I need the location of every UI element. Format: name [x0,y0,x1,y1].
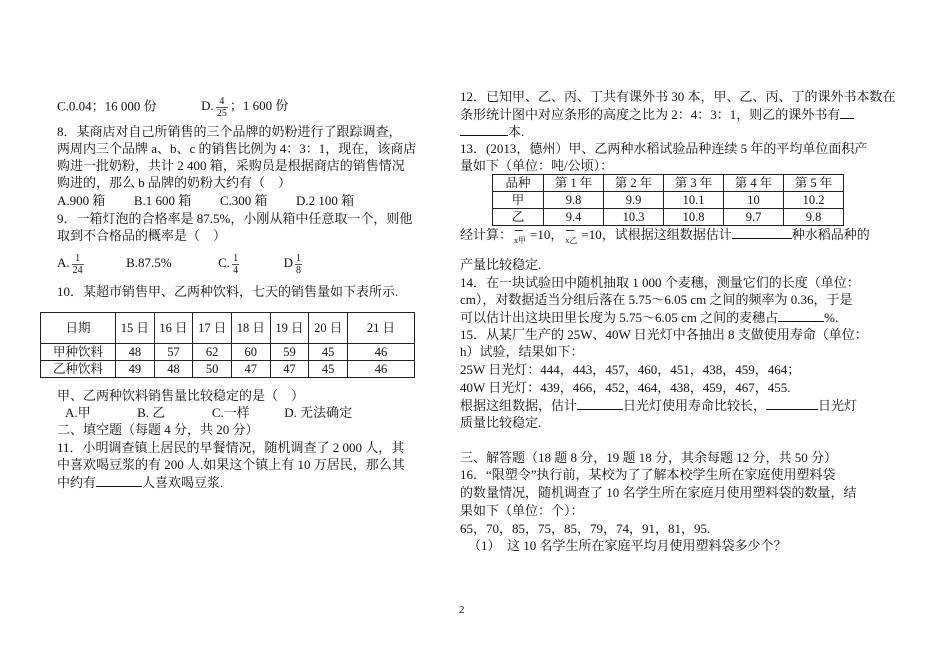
q13-line-2: 量如下（单位：吨/公顷）： [460,158,614,173]
q8-line-3: 购进一批奶粉，共计 2 400 箱，采购员是根据商店的销售情况 [57,158,405,173]
q14-line-1: 14．在一块试验田中随机抽取 1 000 个麦穗，测量它们的长度（单位： [460,275,860,290]
q16-part-1: （1） 这 10 名学生所在家庭平均月使用塑料袋多少个？ [468,538,787,553]
q11-line-1: 11．小明调查镇上居民的早餐情况，随机调查了 2 000 人，其 [57,440,405,455]
table-cell: 46 [348,344,415,361]
answer-blank [577,397,623,410]
q9-option-c: C. $\frac{1}{4}$ [218,252,239,276]
answer-blank [96,474,142,487]
table-cell: 乙种饮料 [41,361,116,378]
table-header-cell: 21 日 [348,313,415,344]
table-cell: 62 [193,344,232,361]
table-header-cell: 第 2 年 [604,175,664,192]
answer-blank [460,123,508,136]
table-cell: 50 [193,361,232,378]
table-header-row [41,313,415,344]
answer-blank [778,309,824,322]
table-header-cell: 日期 [41,313,116,344]
table-header-cell: 第 4 年 [724,175,784,192]
q15-line-2: h）试验，结果如下： [460,344,584,359]
section-3-title: 三、解答题（18 题 8 分，19 题 18 分，其余每题 12 分，共 50 分） [460,450,838,465]
section-2-title: 二、填空题（每题 4 分，共 20 分） [57,422,259,437]
q12-line-1: 12．已知甲、乙、丙、丁共有课外书 30 本，甲、乙、丙、丁的课外书本数在 [460,89,896,104]
q15-line-1: 15．从某厂生产的 25W、40W 日光灯中各抽出 8 支做使用寿命（单位： [460,327,868,342]
answer-blank [840,106,854,119]
table-header-row [493,175,844,192]
table-header-cell: 18 日 [231,313,270,344]
q16-line-4: 65，70，85，75，85，79，74，91，81，95. [460,521,711,536]
q16-line-3: 果如下（单位：个）： [460,503,584,518]
table-cell: 46 [348,361,415,378]
q13-line-3: 经计算： x甲 =10， x乙 =10，试根据这组数据估计 种水稻品种的 [460,227,870,246]
table-cell: 9.7 [724,209,784,226]
table-cell: 49 [116,361,155,378]
table-cell: 10.1 [664,192,724,209]
q7-option-d: D. $\frac{4}{25}$ ；1 600 份 [201,96,289,119]
q11-line-3: 中约有 人喜欢喝豆浆. [57,475,224,490]
q7-option-c: C.0.04；16 000 份 [57,98,157,114]
q8-options [57,193,354,209]
q10-line-1: 10．某超市销售甲、乙两种饮料，七天的销售量如下表所示. [57,284,399,299]
drinks-sales-table [40,312,415,378]
q8-line-1: 8．某商店对自己所销售的三个品牌的奶粉进行了跟踪调查， [57,124,402,139]
q11-line-2: 中喜欢喝豆浆的有 200 人.如果这个镇上有 10 万居民，那么其 [57,457,405,472]
table-cell: 9.8 [784,209,844,226]
q10-option-a: A.甲 [65,405,91,420]
table-header-cell: 16 日 [154,313,193,344]
q10-option-c: C.一样 [211,405,250,420]
table-header-cell: 20 日 [309,313,348,344]
q16-line-2: 的数量情况，随机调查了 10 名学生所在家庭月使用塑料袋的数量，结 [460,485,857,500]
table-row [41,344,415,361]
q8-option-b: B.1 600 箱 [133,193,192,208]
table-cell: 48 [154,361,193,378]
page-number: 2 [459,604,465,616]
q8-option-a: A.900 箱 [57,193,106,208]
table-cell: 45 [309,344,348,361]
q16-line-1: 16．“限塑令”执行前，某校为了了解本校学生所在家庭使用塑料袋 [460,467,836,482]
q13-line-1: 13．(2013，德州）甲、乙两种水稻试验品种连续 5 年的平均单位面积产 [460,141,868,156]
q9-option-a: A. $\frac{1}{24}$ [57,252,83,276]
q9-line-2: 取到不合格品的概率是（ ） [57,228,227,243]
table-cell: 47 [231,361,270,378]
q14-line-2: cm），对数据适当分组后落在 5.75～6.05 cm 之间的频率为 0.36，于是 [460,292,853,307]
table-header-cell: 第 5 年 [784,175,844,192]
table-header-cell: 品种 [493,175,544,192]
table-header-cell: 第 3 年 [664,175,724,192]
table-header-cell: 17 日 [193,313,232,344]
q15-line-3: 25W 日光灯：444，443，457，460，451，438，459，464； [460,362,801,377]
table-cell: 甲种饮料 [41,344,116,361]
table-row [493,192,844,209]
q9-option-d: D $\frac{1}{8}$ [283,252,301,276]
table-cell: 60 [231,344,270,361]
table-cell: 47 [270,361,309,378]
q14-line-3: 可以估计出这块田里长度为 5.75～6.05 cm 之间的麦穗占 %. [460,310,839,325]
table-cell: 9.4 [544,209,604,226]
q10-line-2: 甲、乙两种饮料销售量比较稳定的是（ ） [57,388,305,403]
q9-options [57,252,304,276]
table-row [41,361,415,378]
table-cell: 10.3 [604,209,664,226]
q10-option-d: D. 无法确定 [284,405,353,420]
table-cell: 9.9 [604,192,664,209]
q15-line-6: 质量比较稳定. [460,415,542,430]
table-cell: 10.8 [664,209,724,226]
q8-line-4: 购进的，那么 b 品牌的奶粉大约有（ ） [57,175,292,190]
q10-option-b: B. 乙 [137,405,166,420]
fraction: $\frac{1}{4}$ [233,252,239,276]
q9-line-1: 9．一箱灯泡的合格率是 87.5%，小刚从箱中任意取一个，则他 [57,211,413,226]
q8-option-c: C.300 箱 [219,193,268,208]
table-cell: 10 [724,192,784,209]
table-cell: 59 [270,344,309,361]
table-cell: 乙 [493,209,544,226]
q13-line-4: 产量比较稳定. [460,257,542,272]
mean-symbol: x甲 [512,228,530,244]
table-header-cell: 19 日 [270,313,309,344]
rice-yield-table [492,174,844,226]
table-cell: 9.8 [544,192,604,209]
q8-line-2: 两周内三个品牌 a、b、c 的销售比例为 4：3：1，现在，该商店 [57,141,417,156]
table-cell: 甲 [493,192,544,209]
mean-symbol: x乙 [563,228,581,244]
fraction: $\frac{4}{25}$ [216,96,227,119]
q12-line-3: 本. [460,123,524,140]
table-row [493,209,844,226]
table-cell: 10.2 [784,192,844,209]
q15-line-4: 40W 日光灯：439，466，452，464，438，459，467，455. [460,380,791,395]
table-header-cell: 第 1 年 [544,175,604,192]
table-cell: 48 [116,344,155,361]
fraction: $\frac{1}{8}$ [295,252,301,276]
table-cell: 45 [309,361,348,378]
q12-line-2: 条形统计图中对应条形的高度之比为 2：4：3：1，则乙的课外书有 [460,106,854,123]
q9-option-b: B.87.5% [126,255,172,270]
fraction: $\frac{1}{24}$ [72,252,83,276]
q15-line-5: 根据这组数据，估计 日光灯使用寿命比较长， 日光灯 [460,398,858,413]
answer-blank [766,397,818,410]
table-cell: 57 [154,344,193,361]
table-header-cell: 15 日 [116,313,155,344]
q7-options [57,96,288,119]
answer-blank [732,226,792,239]
q8-option-d: D.2 100 箱 [295,193,355,208]
q10-options [65,405,352,421]
